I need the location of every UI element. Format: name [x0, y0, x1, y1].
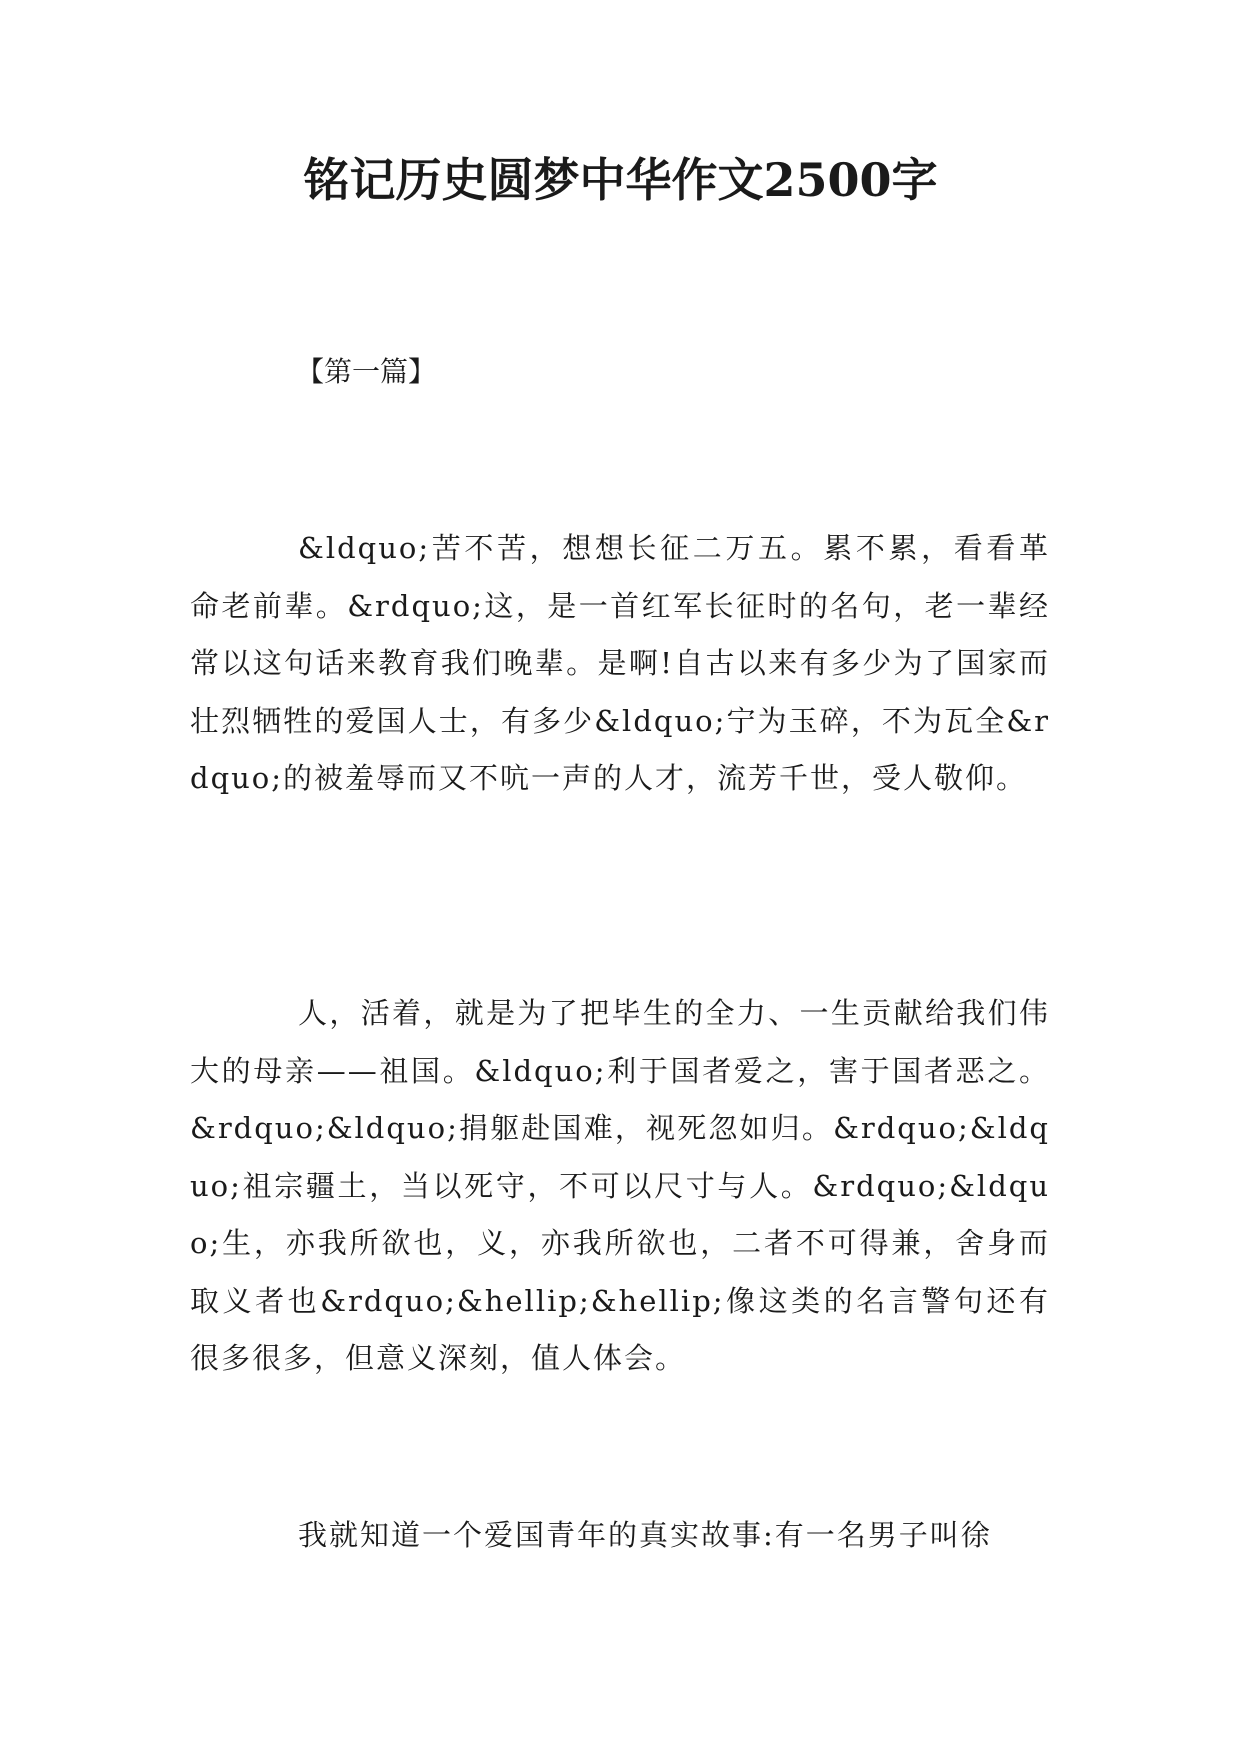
document-title: 铭记历史圆梦中华作文2500字: [303, 153, 938, 207]
paragraph-2: 人，活着，就是为了把毕生的全力、一生贡献给我们伟大的母亲——祖国。&ldquo;利于国者爱之，害于国者恶之。&rdquo;&ldquo;捐躯赴国难，视死忽如归。&rdquo;&ldquo;祖宗疆土，当以死守，不可以尺寸与人。&rdquo;&ldquo;生，亦我所欲也，义，亦我所欲也，二者不可得兼，舍身而取义者也&rdquo;&hellip;&hellip;像这类的名言警句还有很多很多，但意义深刻，值人体会。: [190, 996, 1050, 1375]
paragraph-1: &ldquo;苦不苦，想想长征二万五。累不累，看看革命老前辈。&rdquo;这，是一首红军长征时的名句，老一辈经常以这句话来教育我们晚辈。是啊!自古以来有多少为了国家而壮烈牺牲的爱国人士，有多少&ldquo;宁为玉碎，不为瓦全&rdquo;的被羞辱而又不吭一声的人才，流芳千世，受人敬仰。: [190, 531, 1050, 795]
section-label: 【第一篇】: [296, 355, 437, 388]
paragraph-3: 我就知道一个爱国青年的真实故事:有一名男子叫徐: [298, 1518, 992, 1552]
